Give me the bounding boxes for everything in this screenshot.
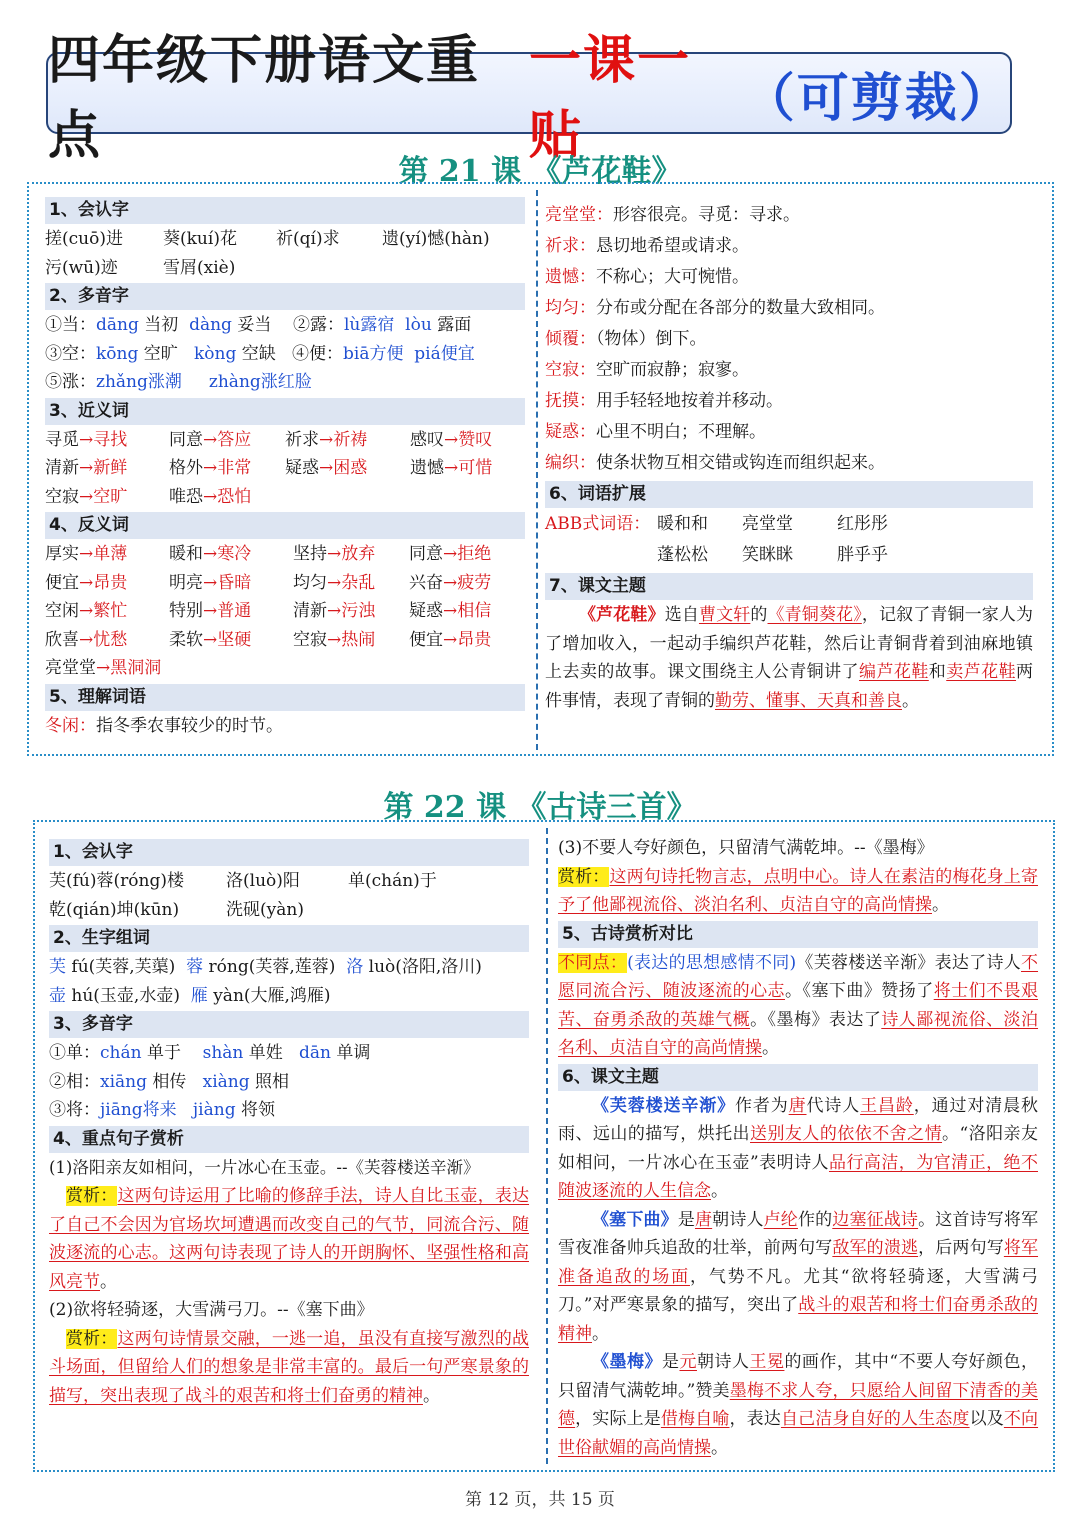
definition-item: 遗憾：不称心；大可惋惜。: [545, 267, 749, 287]
list-item: ①当：dāng 当初 dàng 妥当 ②露：lù露宿 lòu 露面: [45, 315, 472, 335]
lesson22-divider: [546, 828, 548, 1464]
section-heading: 6、课文主题: [558, 1064, 1038, 1091]
section-heading: 6、词语扩展: [545, 481, 1033, 508]
section-heading: 1、会认字: [49, 839, 529, 866]
list-item: 乾(qián)坤(kūn) 洗砚(yàn): [49, 899, 304, 920]
definition-list: [545, 200, 1033, 479]
page-footer: 第 12 页，共 15 页: [465, 1490, 615, 1510]
list-item: ③空：kōng 空旷 kòng 空缺 ④便：biā方便 piá便宜: [45, 343, 475, 364]
lesson21-divider: [536, 190, 538, 750]
section-heading: 5、理解词语: [45, 684, 525, 711]
section-heading: 2、多音字: [45, 283, 525, 310]
section-heading: 4、反义词: [45, 512, 525, 539]
definition-item: 抚摸：用手轻轻地按着并移动。: [545, 391, 783, 411]
list-item: ③将：jiāng将来 jiàng 将领: [49, 1100, 275, 1120]
page-title-banner: [46, 31, 1013, 166]
list-item: 亮堂堂→黑洞洞: [45, 658, 162, 678]
poem-line: (2)欲将轻骑逐，大雪满弓刀。--《塞下曲》: [49, 1300, 374, 1320]
lesson21-right-column: [545, 200, 1033, 715]
list-item: 冬闲：指冬季农事较少的时节。: [45, 715, 283, 736]
list-item: 空寂→空旷 唯恐→恐怕: [45, 486, 252, 507]
list-item: ①单：chán 单于 shàn 单姓 dān 单调: [49, 1043, 371, 1063]
lesson21-title: 第 21 课 《芦花鞋》: [398, 154, 682, 189]
list-item: 壶 hú(玉壶,水壶) 雁 yàn(大雁,鸿雁): [49, 985, 331, 1006]
title-part1: 四年级下册语文重点: [48, 31, 481, 166]
theme-paragraph: 《芦花鞋》选自曹文轩的《青铜葵花》，记叙了青铜一家人为了增加收入，一起动手编织芦花鞋，然后让青铜背着到油麻地镇上去卖的故事。课文围绕主人公青铜讲了编芦花鞋和卖芦花鞋两件事情，表现了青铜的勤劳、懂事、天真和善良。: [545, 605, 1034, 711]
list-item: 空闲→繁忙 特别→普通 清新→污浊 疑惑→相信: [45, 601, 492, 621]
theme-paragraph: 《墨梅》是元朝诗人王冕的画作，其中“不要人夸好颜色，只留清气满乾坤。”赞美墨梅不求人夸，只愿给人间留下清香的美德，实际上是借梅自喻，表达自己洁身自好的人生态度以及不向世俗献媚的高尚情操。: [558, 1352, 1039, 1458]
section-heading: 7、课文主题: [545, 573, 1033, 600]
section-heading: 1、会认字: [45, 197, 525, 224]
theme-paragraph: 《芙蓉楼送辛渐》作者为唐代诗人王昌龄，通过对清晨秋雨、远山的描写，烘托出送别友人的依依不舍之情。“洛阳亲友如相问，一片冰心在玉壶”表明诗人品行高洁，为官清正，绝不随波逐流的人生信念。: [558, 1095, 1038, 1201]
definition-item: 空寂：空旷而寂静；寂寥。: [545, 360, 749, 380]
analysis-paragraph: 赏析：这两句诗托物言志，点明中心。诗人在素洁的梅花身上寄予了他鄙视流俗、淡泊名利、贞洁自守的高尚情操。: [558, 866, 1039, 915]
lesson22-title: 第 22 课 《古诗三首》: [383, 790, 697, 825]
definition-item: 倾覆：（物体）倒下。: [545, 329, 707, 349]
antonym-list: [45, 540, 525, 683]
definition-item: 编织：使条状物互相交错或钩连而组织起来。: [545, 453, 885, 473]
lesson22-left-column: [49, 838, 529, 1410]
definition-item: 疑惑：心里不明白；不理解。: [545, 422, 766, 442]
list-item: 清新→新鲜 格外→非常 疑惑→困惑 遗憾→可惜: [45, 458, 493, 478]
section-heading: 5、古诗赏析对比: [558, 921, 1038, 948]
list-item: 芙(fú)蓉(róng)楼 洛(luò)阳 单(chán)于: [49, 871, 437, 891]
list-item: ⑤涨：zhǎng涨潮 zhàng涨红脸: [45, 372, 312, 392]
definition-item: 祈求：恳切地希望或请求。: [545, 236, 749, 256]
analysis-paragraph: 赏析：这两句诗运用了比喻的修辞手法，诗人自比玉壶，表达了自己不会因为官场坎坷遭遇而改变自己的气节，同流合污、随波逐流的心志。这两句诗表现了诗人的开朗胸怀、坚强性格和高风亮节。: [49, 1186, 530, 1292]
lesson22-right-column: [558, 834, 1038, 1462]
section-heading: 2、生字组词: [49, 925, 529, 952]
title-part3: （可剪裁）: [742, 68, 1013, 129]
list-item: 搓(cuō)进 葵(kuí)花 祈(qí)求 遗(yí)憾(hàn): [45, 229, 490, 249]
poem-line: (1)洛阳亲友如相问，一片冰心在玉壶。--《芙蓉楼送辛渐》: [49, 1157, 480, 1177]
list-item: 蓬松松 笑眯眯 胖乎乎: [657, 545, 888, 565]
list-item: 厚实→单薄 暖和→寒冷 坚持→放弃 同意→拒绝: [45, 544, 492, 564]
section-heading: 3、近义词: [45, 398, 525, 425]
synonym-list: [45, 426, 525, 512]
section-heading: 3、多音字: [49, 1011, 529, 1038]
theme-paragraph: 《塞下曲》是唐朝诗人卢纶作的边塞征战诗。这首诗写将军雪夜准备帅兵追敌的壮举，前两句写敌军的溃逃，后两句写将军准备追敌的场面，气势不凡。尤其“欲将轻骑逐，大雪满弓刀。”对严寒景象的描写，突出了战斗的艰苦和将士们奋勇杀敌的精神。: [558, 1209, 1039, 1344]
comparison-paragraph: 不同点：(表达的思想感情不同)《芙蓉楼送辛渐》表达了诗人不愿同流合污、随波逐流的心志。《塞下曲》赞扬了将士们不畏艰苦、奋勇杀敌的英雄气概。《墨梅》表达了诗人鄙视流俗、淡泊名利、贞洁自守的高尚情操。: [558, 952, 1039, 1058]
list-item: 欣喜→忧愁 柔软→坚硬 空寂→热闹 便宜→昂贵: [45, 629, 492, 650]
list-item: 污(wū)迹 雪屑(xiè): [45, 257, 236, 278]
title-part2: 一课一贴: [529, 31, 692, 166]
list-item: 寻觅→寻找 同意→答应 祈求→祈祷 感叹→赞叹: [45, 429, 493, 450]
definition-item: 均匀：分布或分配在各部分的数量大致相同。: [545, 298, 885, 318]
list-item: ②相：xiāng 相传 xiàng 照相: [49, 1071, 290, 1092]
list-item: 便宜→昂贵 明亮→昏暗 均匀→杂乱 兴奋→疲劳: [45, 572, 492, 593]
poem-line: (3)不要人夸好颜色，只留清气满乾坤。--《墨梅》: [558, 838, 934, 858]
list-item: 芙 fú(芙蓉,芙蕖) 蓉 róng(芙蓉,莲蓉) 洛 luò(洛阳,洛川): [49, 957, 482, 977]
analysis-paragraph: 赏析：这两句诗情景交融，一逃一追，虽没有直接写激烈的战斗场面，但留给人们的想象是非常丰富的。最后一句严寒景象的描写，突出表现了战斗的艰苦和将士们奋勇的精神。: [49, 1328, 530, 1406]
lesson21-left-column: [45, 196, 525, 740]
definition-item: 亮堂堂：形容很亮。寻觅：寻求。: [545, 205, 800, 225]
list-item: ABB式词语： 暖和和 亮堂堂 红彤彤: [545, 514, 888, 534]
section-heading: 4、重点句子赏析: [49, 1126, 529, 1153]
